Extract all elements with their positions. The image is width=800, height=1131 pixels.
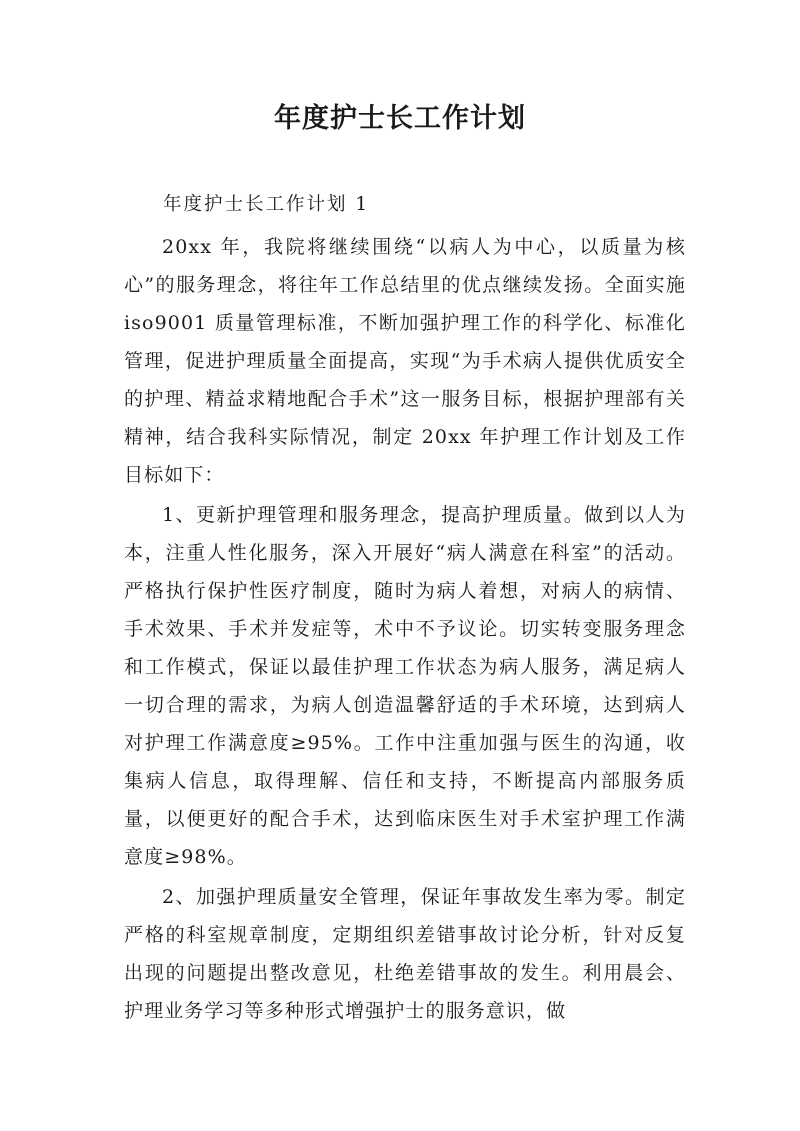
document-subtitle: 年度护士长工作计划 1 <box>163 194 370 215</box>
document-body <box>124 228 686 1032</box>
paragraph-item-2: 2、加强护理质量安全管理，保证年事故发生率为零。制定严格的科室规章制度，定期组织差错事故讨论分析，针对反复出现的问题提出整改意见，杜绝差错事故的发生。利用晨会、护理业务学习等多种形式增强护士的服务意识，做 <box>124 886 686 1022</box>
paragraph-item-1: 1、更新护理管理和服务理念，提高护理质量。做到以人为本，注重人性化服务，深入开展好“病人满意在科室”的活动。严格执行保护性医疗制度，随时为病人着想，对病人的病情、手术效果、手术并发症等，术中不予议论。切实转变服务理念和工作模式，保证以最佳护理工作状态为病人服务，满足病人一切合理的需求，为病人创造温馨舒适的手术环境，达到病人对护理工作满意度≥95%。工作中注重加强与医生的沟通，收集病人信息，取得理解、信任和支持，不断提高内部服务质量，以便更好的配合手术，达到临床医生对手术室护理工作满意度≥98%。 <box>124 504 686 868</box>
paragraph-intro: 20xx 年，我院将继续围绕“以病人为中心，以质量为核心”的服务理念，将往年工作总结里的优点继续发扬。全面实施 iso9001 质量管理标准，不断加强护理工作的科学化、标准化管理，促进护理质量全面提高，实现“为手术病人提供优质安全的护理、精益求精地配合手术”这一服务目标，根据护理部有关精神，结合我科实际情况，制定 20xx 年护理工作计划及工作目标如下： <box>124 236 686 486</box>
document-title: 年度护士长工作计划 <box>274 103 526 134</box>
